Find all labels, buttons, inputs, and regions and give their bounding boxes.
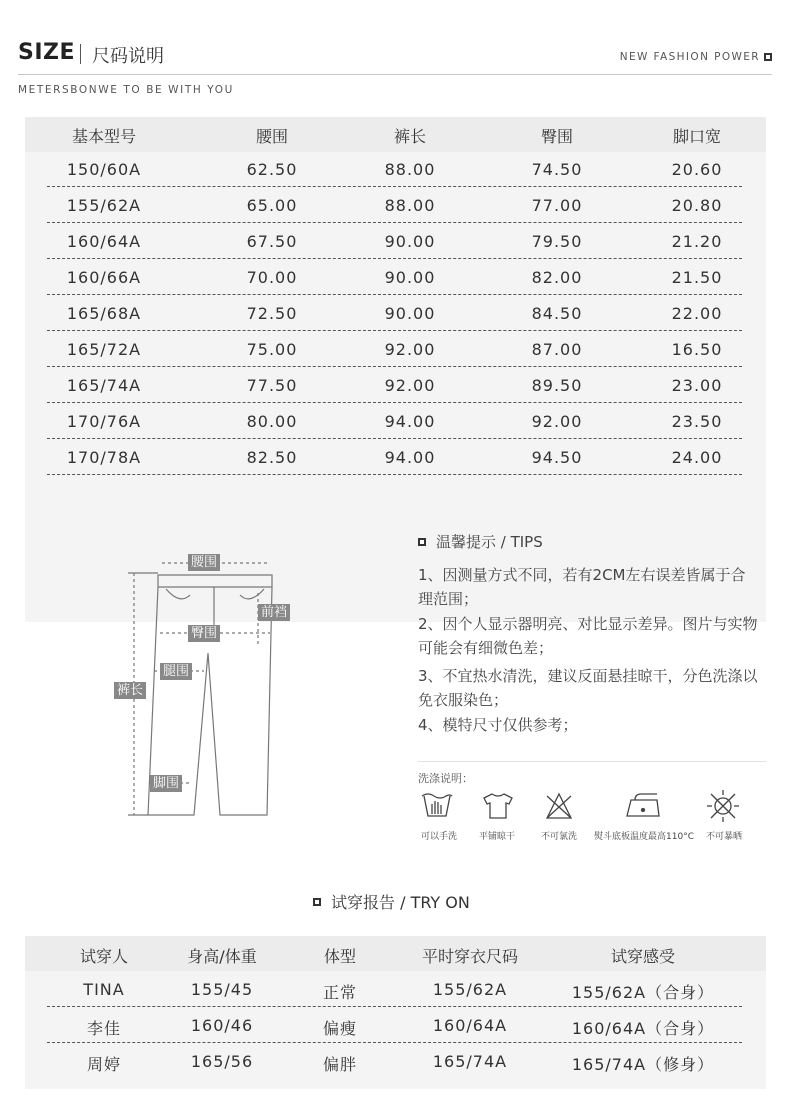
tryon-table-header-cell: 试穿人 [79, 947, 128, 966]
size-table-cell: 82.00 [531, 268, 583, 287]
size-table-cell: 94.00 [384, 412, 436, 431]
size-table-cell: 165/68A [66, 304, 142, 323]
tryon-title: 试穿报告 / TRY ON [331, 893, 470, 912]
wash-label: 可以手洗 [420, 832, 457, 842]
size-table-cell: 67.50 [246, 232, 298, 251]
length-label: 裤长 [114, 682, 146, 699]
tagline [620, 51, 772, 63]
row-divider [47, 438, 742, 439]
tips-title: 温馨提示 / TIPS [436, 533, 543, 551]
tryon-table-cell: 155/62A（合身） [571, 983, 715, 1002]
rise-label: 前裆 [258, 604, 290, 621]
row-divider [47, 186, 742, 187]
tryon-table-cell: 周婷 [86, 1055, 121, 1074]
tryon-table-cell: 160/46 [190, 1016, 254, 1035]
hand-wash-icon [422, 794, 452, 816]
size-table-cell: 79.50 [531, 232, 583, 251]
size-title: SIZE [18, 40, 76, 65]
size-table-cell: 74.50 [531, 160, 583, 179]
size-table-cell: 62.50 [246, 160, 298, 179]
tip-item: 2、因个人显示器明亮、对比显示差异。图片与实物可能会有细微色差； [418, 615, 758, 657]
size-table-cell: 22.00 [671, 304, 723, 323]
tryon-table-header-cell: 身高/体重 [187, 947, 257, 966]
tagline-text: NEW FASHION POWER [619, 51, 760, 63]
washing-icons [418, 788, 768, 828]
tryon-table-header-cell: 体型 [323, 947, 356, 966]
hip-label: 臀围 [188, 625, 220, 642]
size-table-cell: 89.50 [531, 376, 583, 395]
iron-icon [627, 794, 659, 816]
row-divider [47, 222, 742, 223]
tips-heading [418, 531, 543, 552]
size-table-cell: 90.00 [384, 304, 436, 323]
size-table-cell: 72.50 [246, 304, 298, 323]
size-table-cell: 21.50 [671, 268, 723, 287]
header-divider [18, 74, 772, 75]
row-divider [47, 294, 742, 295]
size-table-cell: 65.00 [246, 196, 298, 215]
size-table-cell: 70.00 [246, 268, 298, 287]
row-divider [47, 1006, 742, 1007]
size-table-header-cell: 脚口宽 [672, 127, 721, 146]
row-divider [47, 258, 742, 259]
size-table-cell: 90.00 [384, 268, 436, 287]
size-table-cell: 94.00 [384, 448, 436, 467]
square-bullet-icon [764, 53, 772, 61]
size-table-cell: 165/72A [66, 340, 142, 359]
tryon-table-cell: 165/74A（修身） [571, 1055, 715, 1074]
tryon-table-cell: 偏胖 [322, 1055, 357, 1074]
tip-item: 4、模特尺寸仅供参考； [418, 716, 578, 734]
size-table-cell: 24.00 [671, 448, 723, 467]
tryon-table-cell: 正常 [322, 983, 357, 1002]
row-divider [47, 1042, 742, 1043]
wash-label: 平铺晾干 [478, 832, 515, 842]
no-sun-icon [707, 790, 739, 822]
tryon-table-cell: 165/74A [432, 1052, 508, 1071]
row-divider [47, 402, 742, 403]
wash-label: 不可氯洗 [540, 832, 577, 842]
tryon-table-cell: TINA [83, 980, 125, 999]
brand-line: METERSBONWE TO BE WITH YOU [18, 84, 234, 96]
size-table-cell: 80.00 [246, 412, 298, 431]
size-table-cell: 23.50 [671, 412, 723, 431]
square-bullet-icon [313, 898, 321, 906]
size-subtitle: 尺码说明 [92, 46, 164, 67]
tryon-table-cell: 165/56 [190, 1052, 254, 1071]
size-table-cell: 170/76A [66, 412, 142, 431]
size-table-cell: 92.00 [384, 340, 436, 359]
size-table-cell: 77.50 [246, 376, 298, 395]
wash-label: 熨斗底板温度最高110°C [594, 832, 694, 842]
square-bullet-icon [418, 538, 426, 546]
tryon-heading [313, 890, 470, 913]
tryon-table-cell: 160/64A [432, 1016, 508, 1035]
waist-label: 腰围 [188, 554, 220, 571]
size-table-cell: 82.50 [246, 448, 298, 467]
size-table-cell: 94.50 [531, 448, 583, 467]
tip-item: 1、因测量方式不同，若有2CM左右误差皆属于合理范围； [418, 566, 746, 608]
tryon-table-cell: 160/64A（合身） [571, 1019, 715, 1038]
size-table-cell: 155/62A [66, 196, 142, 215]
tryon-table-cell: 偏瘦 [322, 1019, 357, 1038]
flat-dry-icon [484, 794, 512, 818]
size-table-cell: 84.50 [531, 304, 583, 323]
title-divider [80, 44, 81, 64]
size-table-cell: 88.00 [384, 196, 436, 215]
size-table-header-cell: 基本型号 [71, 127, 136, 146]
size-table-cell: 23.00 [671, 376, 723, 395]
tryon-table-header-cell: 平时穿衣尺码 [421, 947, 518, 966]
size-table-cell: 160/66A [66, 268, 142, 287]
size-table-header-cell: 臀围 [540, 127, 573, 146]
size-table-cell: 88.00 [384, 160, 436, 179]
no-bleach-icon [547, 794, 571, 818]
thigh-label: 腿围 [160, 663, 192, 680]
row-divider [47, 474, 742, 475]
tryon-table-cell: 李佳 [86, 1019, 121, 1038]
size-table-cell: 20.80 [671, 196, 723, 215]
size-table-cell: 160/64A [66, 232, 142, 251]
size-table-header-cell: 腰围 [255, 127, 288, 146]
size-table-header-cell: 裤长 [393, 127, 426, 146]
tip-item: 3、不宜热水清洗，建议反面悬挂晾干，分色洗涤以免衣服染色； [418, 667, 758, 709]
size-table-cell: 92.00 [384, 376, 436, 395]
wash-label: 不可暴晒 [705, 832, 742, 842]
tryon-table-cell: 155/62A [432, 980, 508, 999]
size-table-cell: 20.60 [671, 160, 723, 179]
hem-label: 脚围 [150, 775, 182, 792]
size-table-cell: 21.20 [671, 232, 723, 251]
size-table-cell: 150/60A [66, 160, 142, 179]
size-table-cell: 165/74A [66, 376, 142, 395]
tryon-table-header-cell: 试穿感受 [610, 947, 675, 966]
size-table-cell: 90.00 [384, 232, 436, 251]
washing-title: 洗涤说明： [418, 772, 473, 785]
size-table-cell: 16.50 [671, 340, 723, 359]
row-divider [47, 366, 742, 367]
size-table-cell: 170/78A [66, 448, 142, 467]
size-table-cell: 92.00 [531, 412, 583, 431]
size-table-cell: 77.00 [531, 196, 583, 215]
row-divider [47, 330, 742, 331]
tryon-table-cell: 155/45 [190, 980, 254, 999]
size-table-cell: 75.00 [246, 340, 298, 359]
washing-divider [418, 761, 766, 762]
size-table-cell: 87.00 [531, 340, 583, 359]
